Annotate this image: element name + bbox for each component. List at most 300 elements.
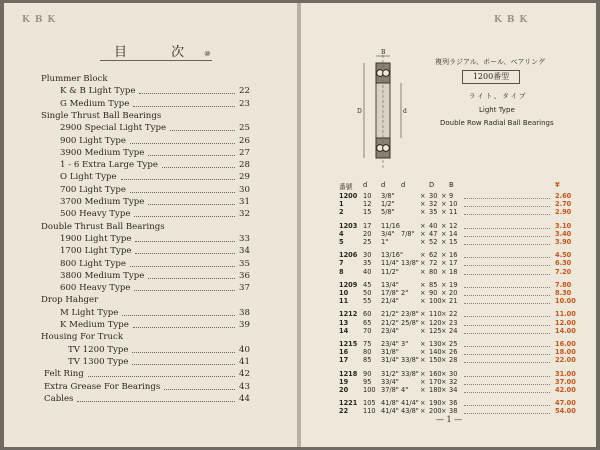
table-cell-d2: 31/2" (381, 369, 399, 378)
table-cell-B: 10 (449, 200, 458, 209)
row-leader-dots (464, 228, 550, 229)
times-sign: × (441, 340, 447, 348)
table-cell-d3: 43/8" (401, 407, 419, 416)
table-cell-d2: 13/4" (381, 280, 399, 289)
table-cell-B: 9 (449, 192, 454, 200)
table-cell-no: 1215 (339, 340, 358, 348)
diagram-label-inner-d: d (403, 108, 407, 115)
table-cell-d2: 21/2" (381, 310, 399, 319)
toc-entry-label: Cables (44, 393, 74, 404)
table-cell-B: 23 (449, 318, 458, 327)
table-cell-d2: 17/8" (381, 289, 399, 297)
table-cell-B: 11 (449, 208, 458, 217)
row-leader-dots (464, 214, 550, 215)
row-leader-dots (464, 392, 550, 393)
table-cell-B: 18 (449, 267, 458, 276)
toc-entry (4, 184, 297, 196)
table-row (301, 238, 596, 246)
table-cell-no: 1206 (339, 251, 358, 260)
diagram-label-b: B (381, 49, 386, 56)
table-cell-no: 10 (339, 289, 349, 297)
table-cell-B: 30 (449, 369, 458, 378)
table-cell-price: 16.00 (555, 340, 576, 348)
table-cell-B: 24 (449, 326, 458, 335)
table-cell-d3: 13/8" (401, 259, 419, 268)
toc-entry (4, 110, 297, 122)
table-cell-d3: 7/8" (401, 229, 415, 238)
toc-entry (4, 159, 297, 171)
toc-entry-label: 700 Light Type (60, 184, 126, 195)
times-sign: × (441, 297, 447, 306)
toc-entry (4, 233, 297, 245)
toc-entry-page: 28 (239, 160, 250, 171)
table-row (301, 399, 596, 407)
type-english: Light Type (479, 106, 515, 114)
row-leader-dots (464, 274, 550, 275)
title-japanese: 複列ラジアル、ボール、ベアリング (435, 58, 546, 66)
table-cell-D: 30 (429, 192, 438, 200)
toc-entry-label: K & B Light Type (60, 86, 136, 97)
toc-entry-label: TV 1200 Type (68, 344, 129, 355)
times-sign: × (420, 377, 426, 386)
toc-entry-label: 500 Heavy Type (60, 209, 131, 220)
table-cell-D: 170 (429, 377, 442, 386)
table-cell-B: 21 (449, 297, 458, 306)
toc-entry-leader (170, 130, 235, 131)
times-sign: × (420, 267, 426, 276)
toc-entry-label: 800 Light Type (60, 258, 126, 269)
table-cell-d2: 5/8" (381, 208, 395, 217)
table-cell-d1: 12 (363, 200, 372, 209)
table-row (301, 370, 596, 378)
toc-entry-label: G Medium Type (60, 98, 130, 109)
table-cell-d1: 95 (363, 377, 372, 386)
book-spread (4, 3, 596, 447)
table-cell-no: 16 (339, 348, 349, 357)
row-leader-dots (464, 257, 550, 258)
table-cell-d1: 110 (363, 407, 376, 416)
toc-entry (4, 147, 297, 159)
times-sign: × (441, 238, 447, 246)
times-sign: × (441, 356, 447, 365)
table-cell-d1: 17 (363, 221, 372, 230)
table-cell-D: 190 (429, 399, 442, 408)
toc-entry-page: 32 (239, 209, 250, 220)
row-leader-dots (464, 376, 550, 377)
times-sign: × (420, 318, 426, 327)
table-cell-price: 6.30 (555, 259, 572, 268)
table-cell-price: 8.30 (555, 289, 572, 297)
toc-entry (4, 356, 297, 368)
table-cell-d3: 25/8" (401, 318, 419, 327)
row-leader-dots (464, 346, 550, 347)
table-cell-no: 22 (339, 407, 349, 416)
times-sign: × (441, 221, 447, 230)
table-cell-B: 34 (449, 386, 458, 394)
table-header-cell: 番號 (339, 183, 353, 191)
toc-entry-label: K Medium Type (60, 320, 129, 330)
table-cell-d3: 33/8" (401, 369, 419, 378)
toc-entry-page: 38 (239, 307, 250, 318)
row-leader-dots (464, 236, 550, 237)
diagram-label-outer-d: D (357, 108, 362, 115)
toc-entry-leader (88, 376, 235, 377)
row-leader-dots (464, 354, 550, 355)
table-cell-no: 5 (339, 238, 344, 246)
table-header-cell: d (401, 181, 406, 189)
table-cell-price: 18.00 (555, 348, 576, 357)
toc-entry-page: 43 (239, 381, 250, 392)
table-header-cell: D (429, 181, 435, 189)
table-cell-price: 7.80 (555, 280, 572, 289)
table-row (301, 268, 596, 276)
table-cell-price: 3.40 (555, 229, 572, 238)
toc-entry (4, 307, 297, 319)
table-cell-D: 100 (429, 297, 442, 306)
toc-entry-page: 29 (239, 172, 250, 183)
row-leader-dots (464, 244, 550, 245)
table-cell-price: 2.90 (555, 208, 572, 217)
times-sign: × (441, 399, 447, 408)
toc-entry-label: Housing For Truck (41, 332, 124, 343)
times-sign: × (420, 229, 426, 238)
page-number: — 1 — (436, 415, 463, 424)
times-sign: × (441, 259, 447, 268)
table-cell-d1: 40 (363, 267, 372, 276)
toc-entry-page: 42 (239, 369, 250, 380)
toc-entry (4, 135, 297, 147)
table-cell-D: 160 (429, 369, 442, 378)
toc-entry-leader (164, 389, 235, 390)
table-cell-d1: 65 (363, 318, 372, 327)
toc-entry (4, 319, 297, 331)
table-cell-D: 52 (429, 238, 438, 246)
table-cell-d2: 1/2" (381, 200, 395, 209)
table-cell-D: 47 (429, 229, 438, 238)
table-cell-d3: 41/4" (401, 399, 419, 408)
table-cell-d2: 13/16" (381, 251, 404, 260)
table-row (301, 192, 596, 200)
toc-entry-label: 1900 Light Type (60, 233, 132, 244)
toc-entry-page: 44 (239, 393, 250, 404)
table-cell-price: 2.60 (555, 192, 572, 200)
times-sign: × (420, 221, 426, 230)
title-english: Double Row Radial Ball Bearings (440, 119, 554, 127)
table-cell-no: 1221 (339, 399, 358, 408)
series-box: 1200番型 (462, 70, 520, 84)
toc-entry-page: 41 (239, 356, 250, 367)
toc-entry-leader (135, 253, 235, 254)
table-cell-D: 140 (429, 348, 442, 357)
toc-entry (4, 122, 297, 134)
row-leader-dots (464, 333, 550, 334)
table-header-cell: ¥ (555, 181, 560, 189)
table-cell-d1: 50 (363, 289, 372, 297)
row-leader-dots (464, 303, 550, 304)
table-cell-d1: 55 (363, 297, 372, 306)
table-cell-d1: 85 (363, 356, 372, 365)
row-leader-dots (464, 198, 550, 199)
toc-entry-label: M Light Type (60, 307, 119, 318)
table-cell-no: 19 (339, 377, 349, 386)
toc-entry-page: 22 (239, 86, 250, 97)
table-row (301, 230, 596, 238)
table-cell-no: 2 (339, 208, 344, 217)
table-cell-B: 22 (449, 310, 458, 319)
table-cell-D: 32 (429, 200, 438, 209)
toc-entry-leader (130, 192, 235, 193)
times-sign: × (420, 280, 426, 289)
table-cell-d1: 100 (363, 386, 376, 394)
table-header-cell: B (449, 181, 454, 189)
toc-entry-page: 37 (239, 283, 250, 294)
times-sign: × (441, 318, 447, 327)
toc-entry-label: Extra Grease For Bearings (44, 381, 161, 392)
table-cell-d2: 31/4" (381, 356, 399, 365)
dimension-price-table (301, 3, 596, 447)
times-sign: × (441, 310, 447, 319)
toc-entry (4, 331, 297, 343)
toc-entry-page: 26 (239, 135, 250, 146)
table-cell-price: 37.00 (555, 377, 576, 386)
toc-entry-leader (134, 290, 235, 291)
toc-entry-label: 900 Light Type (60, 135, 126, 146)
times-sign: × (420, 200, 426, 209)
times-sign: × (420, 348, 426, 357)
toc-entry-leader (134, 216, 235, 217)
times-sign: × (441, 369, 447, 378)
toc-entry-leader (121, 179, 235, 180)
table-cell-d1: 45 (363, 280, 372, 289)
table-cell-no: 4 (339, 229, 344, 238)
table-cell-B: 28 (449, 356, 458, 365)
table-cell-no: 1218 (339, 369, 358, 378)
toc-entry-page: 31 (239, 197, 250, 207)
times-sign: × (420, 369, 426, 378)
table-cell-d2: 33/4" (381, 377, 399, 386)
table-cell-D: 125 (429, 326, 442, 335)
table-row (301, 310, 596, 318)
toc-entry-page: 25 (239, 123, 250, 134)
toc-entry-page: 27 (239, 147, 250, 158)
times-sign: × (420, 310, 426, 319)
times-sign: × (441, 377, 447, 386)
toc-entry-page: 23 (239, 98, 250, 109)
toc-entry-label: TV 1300 Type (68, 356, 129, 367)
table-row (301, 356, 596, 364)
toc-entry-leader (148, 155, 235, 156)
table-cell-no: 8 (339, 267, 344, 276)
table-cell-no: 7 (339, 259, 344, 268)
table-cell-D: 130 (429, 340, 442, 348)
times-sign: × (420, 259, 426, 268)
toc-entry (4, 73, 297, 85)
table-cell-D: 110 (429, 310, 442, 319)
times-sign: × (441, 386, 447, 394)
toc-entry-leader (132, 352, 235, 353)
times-sign: × (441, 192, 447, 200)
table-cell-no: 1200 (339, 192, 358, 200)
table-cell-price: 14.00 (555, 326, 576, 335)
table-cell-d2: 11/4" (381, 259, 399, 268)
times-sign: × (441, 267, 447, 276)
toc-entry (4, 208, 297, 220)
toc-entry-page: 39 (239, 320, 250, 330)
toc-entry (4, 171, 297, 183)
table-cell-d1: 25 (363, 238, 372, 246)
row-leader-dots (464, 362, 550, 363)
toc-entry-page: 33 (239, 233, 250, 244)
table-cell-price: 4.50 (555, 251, 572, 260)
toc-entry-leader (130, 266, 235, 267)
table-cell-no: 14 (339, 326, 349, 335)
toc-title (114, 41, 210, 60)
toc-entry-label: 600 Heavy Type (60, 283, 131, 294)
toc-entry-leader (148, 278, 235, 279)
left-page (4, 3, 298, 447)
toc-entry (4, 221, 297, 233)
toc-entry (4, 85, 297, 97)
table-cell-D: 72 (429, 259, 438, 268)
toc-entry (4, 196, 297, 208)
table-cell-price: 10.00 (555, 297, 576, 306)
toc-entry-leader (148, 204, 235, 205)
table-row (301, 251, 596, 259)
toc-entry-leader (139, 93, 235, 94)
toc-title-underline (100, 60, 212, 61)
toc-entry (4, 381, 297, 393)
toc-title-sub: ⑩ (204, 50, 211, 58)
row-leader-dots (464, 413, 550, 414)
table-cell-d3: 23/8" (401, 310, 419, 319)
times-sign: × (420, 326, 426, 335)
table-cell-d1: 10 (363, 192, 372, 200)
table-cell-no: 17 (339, 356, 349, 365)
table-cell-B: 14 (449, 229, 458, 238)
table-cell-d2: 23/4" (381, 340, 399, 348)
table-cell-price: 42.00 (555, 386, 576, 394)
times-sign: × (420, 208, 426, 217)
toc-entry (4, 98, 297, 110)
times-sign: × (441, 289, 447, 297)
table-cell-B: 17 (449, 259, 458, 268)
row-leader-dots (464, 206, 550, 207)
toc-entry (4, 270, 297, 282)
table-cell-d1: 70 (363, 326, 372, 335)
row-leader-dots (464, 295, 550, 296)
table-cell-price: 2.70 (555, 200, 572, 209)
type-japanese: ライト、タイプ (469, 92, 528, 100)
toc-entry-page: 30 (239, 184, 250, 195)
table-cell-no: 1212 (339, 310, 358, 319)
table-header-cell: d (381, 181, 386, 189)
table-cell-d1: 35 (363, 259, 372, 268)
table-cell-D: 180 (429, 386, 442, 394)
table-cell-B: 25 (449, 340, 458, 348)
toc-entry-label: 2900 Special Light Type (60, 123, 167, 134)
toc-entry-leader (133, 327, 235, 328)
table-cell-d1: 30 (363, 251, 372, 260)
row-leader-dots (464, 316, 550, 317)
toc-entry-leader (162, 167, 235, 168)
table-cell-price: 22.00 (555, 356, 576, 365)
times-sign: × (420, 192, 426, 200)
table-cell-no: 13 (339, 318, 349, 327)
table-row (301, 340, 596, 348)
times-sign: × (420, 356, 426, 365)
table-cell-d1: 90 (363, 369, 372, 378)
table-cell-d2: 23/4" (381, 326, 399, 335)
toc-entry (4, 282, 297, 294)
times-sign: × (441, 208, 447, 217)
row-leader-dots (464, 405, 550, 406)
table-row (301, 378, 596, 386)
toc-entry-label: 3800 Medium Type (60, 270, 145, 281)
table-cell-price: 47.00 (555, 399, 576, 408)
table-cell-price: 31.00 (555, 369, 576, 378)
table-row (301, 297, 596, 305)
table-cell-d2: 31/8" (381, 348, 399, 357)
toc-entry-label: 1700 Light Type (60, 246, 132, 257)
table-cell-D: 85 (429, 280, 438, 289)
table-cell-B: 19 (449, 280, 458, 289)
toc-entry-leader (135, 241, 235, 242)
table-cell-d2: 21/2" (381, 318, 399, 327)
table-cell-d2: 11/2" (381, 267, 399, 276)
table-cell-D: 35 (429, 208, 438, 217)
times-sign: × (420, 340, 426, 348)
table-row (301, 327, 596, 335)
toc-entry-leader (130, 143, 235, 144)
table-cell-price: 7.20 (555, 267, 572, 276)
table-row (301, 200, 596, 208)
right-page (301, 3, 596, 447)
table-cell-d2: 37/8" (381, 386, 399, 394)
toc-entry-leader (132, 364, 235, 365)
table-cell-D: 80 (429, 267, 438, 276)
row-leader-dots (464, 325, 550, 326)
table-cell-D: 62 (429, 251, 438, 260)
toc-entry-label: 1 - 6 Extra Large Type (60, 160, 159, 171)
toc-entry-label: Plummer Block (41, 74, 108, 84)
table-cell-D: 200 (429, 407, 442, 416)
table-cell-d1: 60 (363, 310, 372, 319)
table-cell-d1: 20 (363, 229, 372, 238)
table-cell-B: 12 (449, 221, 458, 230)
table-header-cell: d (363, 181, 368, 189)
table-cell-d3: 4" (401, 386, 409, 394)
times-sign: × (441, 200, 447, 209)
toc-entry-label: 3700 Medium Type (60, 197, 145, 207)
table-cell-no: 11 (339, 297, 349, 306)
table-cell-no: 1 (339, 200, 344, 209)
table-cell-no: 1203 (339, 221, 358, 230)
table-cell-d2: 1" (381, 238, 389, 246)
times-sign: × (441, 280, 447, 289)
toc-entry-label: Double Thrust Ball Bearings (41, 221, 165, 232)
toc-entry (4, 245, 297, 257)
table-cell-d1: 105 (363, 399, 376, 408)
toc-entry-leader (133, 106, 235, 107)
table-cell-B: 38 (449, 407, 458, 416)
table-row (301, 208, 596, 216)
toc-entry (4, 294, 297, 306)
row-leader-dots (464, 384, 550, 385)
toc-entry-label: Drop Hahger (41, 295, 99, 306)
table-row (301, 259, 596, 267)
table-cell-B: 26 (449, 348, 458, 357)
brand-mark: KBK (22, 15, 61, 25)
